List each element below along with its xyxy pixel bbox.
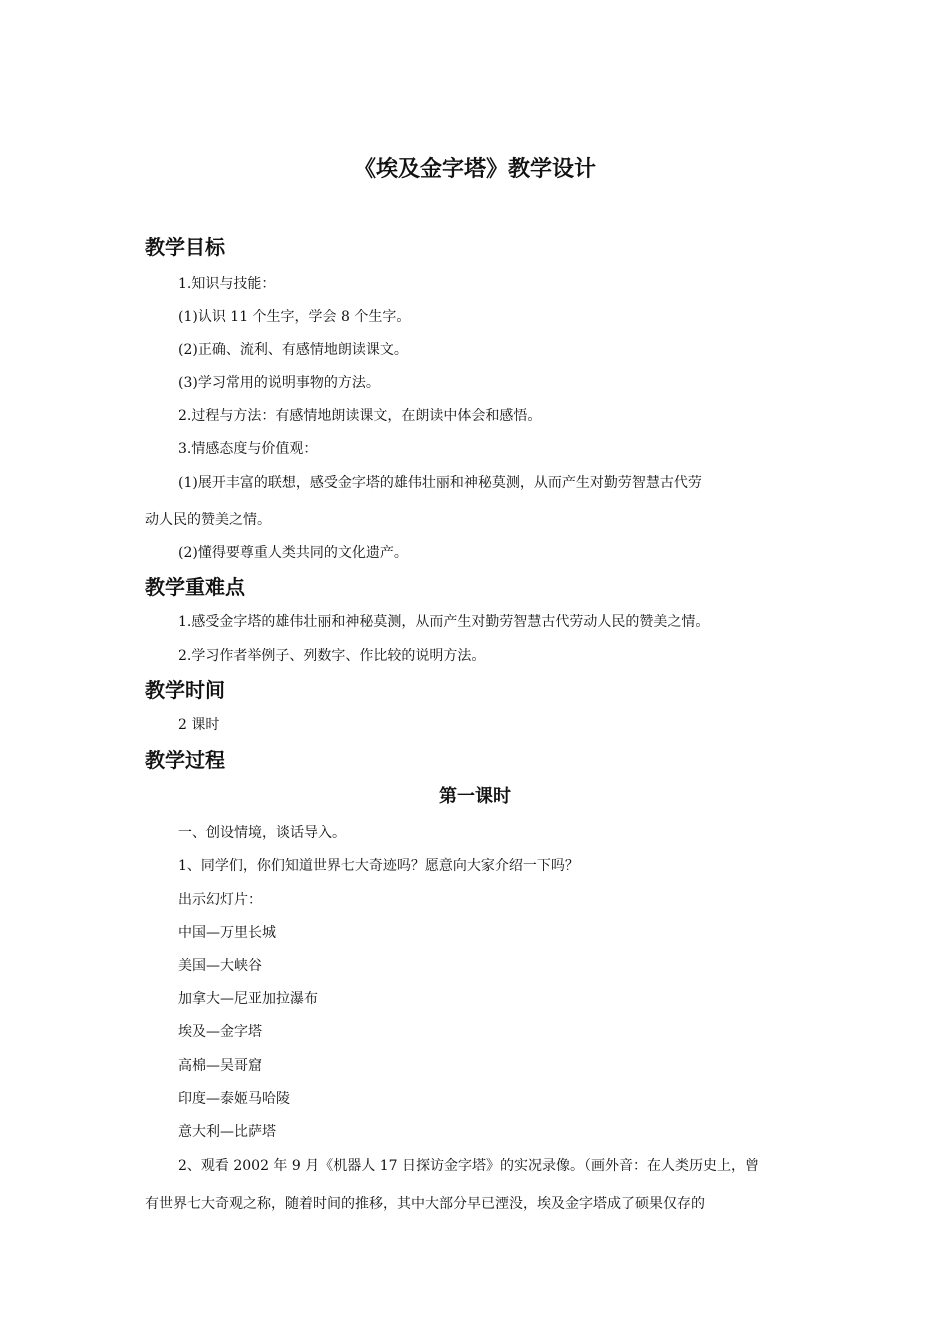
paragraph: 2.学习作者举例子、列数字、作比较的说明方法。 xyxy=(178,648,486,664)
list-item: 加拿大—尼亚加拉瀑布 xyxy=(178,991,318,1007)
subheading-first-lesson: 第一课时 xyxy=(439,786,511,807)
list-item: 高棉—吴哥窟 xyxy=(178,1058,262,1074)
paragraph: (3)学习常用的说明事物的方法。 xyxy=(178,375,380,391)
paragraph: (2)懂得要尊重人类共同的文化遗产。 xyxy=(178,545,408,561)
list-item: 美国—大峡谷 xyxy=(178,958,262,974)
paragraph: 出示幻灯片： xyxy=(178,892,262,908)
paragraph-continuation: 有世界七大奇观之称，随着时间的推移，其中大部分早已湮没，埃及金字塔成了硕果仅存的 xyxy=(145,1196,705,1212)
heading-teaching-time: 教学时间 xyxy=(145,678,225,702)
paragraph: 一、创设情境，谈话导入。 xyxy=(178,825,346,841)
paragraph: 1、同学们，你们知道世界七大奇迹吗？愿意向大家介绍一下吗？ xyxy=(178,858,579,874)
list-item: 印度—泰姬马哈陵 xyxy=(178,1091,290,1107)
heading-key-points: 教学重难点 xyxy=(145,575,245,599)
list-item: 意大利—比萨塔 xyxy=(178,1124,276,1140)
paragraph: (2)正确、流利、有感情地朗读课文。 xyxy=(178,342,408,358)
paragraph: 2.过程与方法：有感情地朗读课文，在朗读中体会和感悟。 xyxy=(178,408,542,424)
paragraph: 2 课时 xyxy=(178,717,220,733)
paragraph: (1)认识 11 个生字，学会 8 个生字。 xyxy=(178,309,411,325)
heading-teaching-goals: 教学目标 xyxy=(145,235,225,259)
paragraph: 2、观看 2002 年 9 月《机器人 17 日探访金字塔》的实况录像。（画外音：在人类历史上，曾 xyxy=(178,1158,759,1174)
document-title: 《埃及金字塔》教学设计 xyxy=(353,157,596,182)
list-item: 埃及—金字塔 xyxy=(178,1024,262,1040)
heading-teaching-process: 教学过程 xyxy=(145,748,225,772)
paragraph-continuation: 动人民的赞美之情。 xyxy=(145,512,271,528)
list-item: 中国—万里长城 xyxy=(178,925,276,941)
paragraph: 1.知识与技能： xyxy=(178,276,276,292)
paragraph: 1.感受金字塔的雄伟壮丽和神秘莫测，从而产生对勤劳智慧古代劳动人民的赞美之情。 xyxy=(178,614,710,630)
paragraph: 3.情感态度与价值观： xyxy=(178,441,318,457)
paragraph: (1)展开丰富的联想，感受金字塔的雄伟壮丽和神秘莫测，从而产生对勤劳智慧古代劳 xyxy=(178,475,702,491)
